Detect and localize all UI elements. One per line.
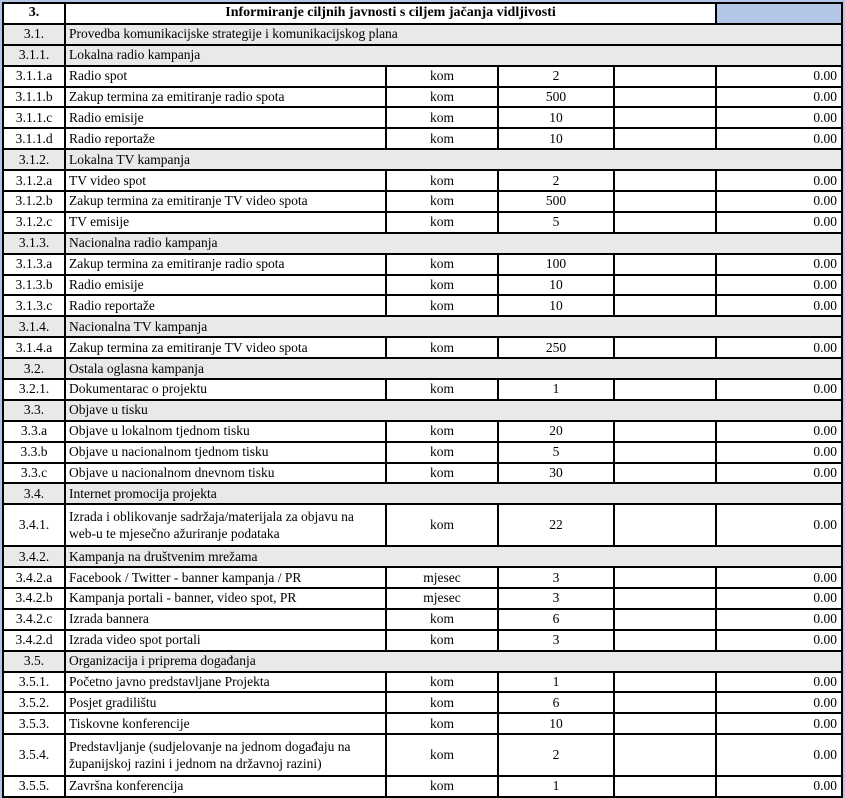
unit-price-cell	[614, 776, 716, 797]
unit-price-cell	[614, 254, 716, 275]
unit-price-cell	[614, 442, 716, 463]
quantity-cell: 1	[498, 672, 614, 693]
table-row	[3, 212, 842, 233]
unit-cell: kom	[386, 212, 498, 233]
row-number: 3.3.b	[3, 442, 65, 463]
unit-cell: kom	[386, 734, 498, 776]
unit-price-cell	[614, 463, 716, 484]
unit-cell: kom	[386, 128, 498, 149]
row-number: 3.1.4.a	[3, 337, 65, 358]
quantity-cell: 5	[498, 442, 614, 463]
description-cell: Zakup termina za emitiranje TV video spota	[65, 337, 386, 358]
category-label: Objave u tisku	[65, 400, 842, 421]
unit-cell: kom	[386, 630, 498, 651]
quantity-cell: 10	[498, 107, 614, 128]
description-cell: Kampanja portali - banner, video spot, PR	[65, 588, 386, 609]
unit-cell: kom	[386, 379, 498, 400]
unit-cell: kom	[386, 463, 498, 484]
description-cell: Zakup termina za emitiranje radio spota	[65, 87, 386, 108]
total-cell: 0.00	[716, 421, 842, 442]
unit-price-cell	[614, 295, 716, 316]
row-number: 3.4.2.c	[3, 609, 65, 630]
section-header-row	[3, 3, 842, 24]
category-label: Provedba komunikacijske strategije i komunikacijskog plana	[65, 24, 842, 45]
row-number: 3.2.	[3, 358, 65, 379]
description-cell: Izrada video spot portali	[65, 630, 386, 651]
description-cell: Zakup termina za emitiranje TV video spota	[65, 191, 386, 212]
total-cell: 0.00	[716, 275, 842, 296]
description-cell: Objave u lokalnom tjednom tisku	[65, 421, 386, 442]
unit-price-cell	[614, 672, 716, 693]
unit-cell: kom	[386, 692, 498, 713]
total-cell: 0.00	[716, 734, 842, 776]
table-row	[3, 275, 842, 296]
quantity-cell: 1	[498, 379, 614, 400]
row-number: 3.1.4.	[3, 316, 65, 337]
total-cell: 0.00	[716, 254, 842, 275]
description-cell: Radio spot	[65, 66, 386, 87]
table-row	[3, 191, 842, 212]
unit-cell: kom	[386, 295, 498, 316]
row-number: 3.1.3.a	[3, 254, 65, 275]
quantity-cell: 2	[498, 734, 614, 776]
row-number: 3.1.1.a	[3, 66, 65, 87]
unit-price-cell	[614, 588, 716, 609]
unit-cell: mjesec	[386, 567, 498, 588]
row-number: 3.3.c	[3, 463, 65, 484]
row-number: 3.3.a	[3, 421, 65, 442]
description-cell: Facebook / Twitter - banner kampanja / PR	[65, 567, 386, 588]
category-row	[3, 24, 842, 45]
quantity-cell: 6	[498, 609, 614, 630]
row-number: 3.5.5.	[3, 776, 65, 797]
quantity-cell: 2	[498, 66, 614, 87]
table-row	[3, 672, 842, 693]
table-row	[3, 87, 842, 108]
header-accent-cell	[716, 3, 842, 24]
total-cell: 0.00	[716, 191, 842, 212]
row-number: 3.1.	[3, 24, 65, 45]
category-row	[3, 546, 842, 567]
total-cell: 0.00	[716, 692, 842, 713]
total-cell: 0.00	[716, 337, 842, 358]
category-row	[3, 483, 842, 504]
quantity-cell: 22	[498, 504, 614, 546]
total-cell: 0.00	[716, 66, 842, 87]
total-cell: 0.00	[716, 170, 842, 191]
table-row	[3, 337, 842, 358]
description-cell: Zakup termina za emitiranje radio spota	[65, 254, 386, 275]
quantity-cell: 2	[498, 170, 614, 191]
unit-price-cell	[614, 567, 716, 588]
description-cell: Dokumentarac o projektu	[65, 379, 386, 400]
table-row	[3, 504, 842, 546]
row-number: 3.2.1.	[3, 379, 65, 400]
quantity-cell: 20	[498, 421, 614, 442]
category-label: Organizacija i priprema događanja	[65, 651, 842, 672]
description-cell: Početno javno predstavljane Projekta	[65, 672, 386, 693]
budget-table-container	[2, 2, 841, 798]
row-number: 3.5.	[3, 651, 65, 672]
unit-price-cell	[614, 609, 716, 630]
quantity-cell: 250	[498, 337, 614, 358]
row-number: 3.1.1.c	[3, 107, 65, 128]
total-cell: 0.00	[716, 672, 842, 693]
row-number: 3.4.	[3, 483, 65, 504]
unit-price-cell	[614, 734, 716, 776]
total-cell: 0.00	[716, 776, 842, 797]
category-label: Nacionalna TV kampanja	[65, 316, 842, 337]
quantity-cell: 10	[498, 128, 614, 149]
row-number: 3.4.2.b	[3, 588, 65, 609]
description-cell: Radio reportaže	[65, 128, 386, 149]
row-number: 3.5.4.	[3, 734, 65, 776]
table-row	[3, 463, 842, 484]
total-cell: 0.00	[716, 609, 842, 630]
quantity-cell: 30	[498, 463, 614, 484]
unit-price-cell	[614, 66, 716, 87]
category-label: Nacionalna radio kampanja	[65, 233, 842, 254]
unit-price-cell	[614, 630, 716, 651]
unit-price-cell	[614, 128, 716, 149]
total-cell: 0.00	[716, 630, 842, 651]
unit-cell: kom	[386, 713, 498, 734]
total-cell: 0.00	[716, 379, 842, 400]
category-row	[3, 400, 842, 421]
table-row	[3, 609, 842, 630]
description-cell: Izrada i oblikovanje sadržaja/materijala za objavu na web-u te mjesečno ažuriranje podataka	[65, 504, 386, 546]
quantity-cell: 10	[498, 275, 614, 296]
total-cell: 0.00	[716, 212, 842, 233]
description-cell: Objave u nacionalnom dnevnom tisku	[65, 463, 386, 484]
row-number: 3.4.2.d	[3, 630, 65, 651]
unit-cell: kom	[386, 776, 498, 797]
unit-price-cell	[614, 337, 716, 358]
total-cell: 0.00	[716, 713, 842, 734]
row-number: 3.1.2.c	[3, 212, 65, 233]
unit-price-cell	[614, 692, 716, 713]
category-row	[3, 45, 842, 66]
unit-price-cell	[614, 421, 716, 442]
section-title: Informiranje ciljnih javnosti s ciljem jačanja vidljivosti	[65, 3, 716, 24]
total-cell: 0.00	[716, 128, 842, 149]
quantity-cell: 3	[498, 630, 614, 651]
description-cell: Izrada bannera	[65, 609, 386, 630]
table-row	[3, 734, 842, 776]
unit-price-cell	[614, 713, 716, 734]
total-cell: 0.00	[716, 442, 842, 463]
description-cell: Radio reportaže	[65, 295, 386, 316]
category-row	[3, 316, 842, 337]
quantity-cell: 100	[498, 254, 614, 275]
quantity-cell: 5	[498, 212, 614, 233]
row-number: 3.1.2.b	[3, 191, 65, 212]
unit-cell: kom	[386, 442, 498, 463]
budget-table-body	[3, 3, 842, 797]
category-row	[3, 149, 842, 170]
table-row	[3, 128, 842, 149]
total-cell: 0.00	[716, 87, 842, 108]
row-number: 3.3.	[3, 400, 65, 421]
category-label: Lokalna radio kampanja	[65, 45, 842, 66]
row-number: 3.1.1.b	[3, 87, 65, 108]
table-row	[3, 107, 842, 128]
category-row	[3, 233, 842, 254]
row-number: 3.5.2.	[3, 692, 65, 713]
category-label: Internet promocija projekta	[65, 483, 842, 504]
description-cell: Tiskovne konferencije	[65, 713, 386, 734]
quantity-cell: 10	[498, 295, 614, 316]
table-row	[3, 421, 842, 442]
table-row	[3, 588, 842, 609]
table-row	[3, 379, 842, 400]
unit-cell: kom	[386, 191, 498, 212]
table-row	[3, 170, 842, 191]
description-cell: Objave u nacionalnom tjednom tisku	[65, 442, 386, 463]
table-row	[3, 442, 842, 463]
unit-cell: kom	[386, 275, 498, 296]
unit-price-cell	[614, 275, 716, 296]
description-cell: Završna konferencija	[65, 776, 386, 797]
unit-cell: kom	[386, 337, 498, 358]
row-number: 3.4.1.	[3, 504, 65, 546]
section-number: 3.	[3, 3, 65, 24]
row-number: 3.1.1.	[3, 45, 65, 66]
category-row	[3, 358, 842, 379]
description-cell: Posjet gradilištu	[65, 692, 386, 713]
total-cell: 0.00	[716, 463, 842, 484]
total-cell: 0.00	[716, 295, 842, 316]
total-cell: 0.00	[716, 588, 842, 609]
unit-price-cell	[614, 170, 716, 191]
quantity-cell: 3	[498, 567, 614, 588]
table-row	[3, 254, 842, 275]
row-number: 3.1.3.c	[3, 295, 65, 316]
total-cell: 0.00	[716, 504, 842, 546]
unit-price-cell	[614, 107, 716, 128]
row-number: 3.5.1.	[3, 672, 65, 693]
description-cell: Predstavljanje (sudjelovanje na jednom događaju na županijskoj razini i jednom na državnoj razini)	[65, 734, 386, 776]
category-label: Kampanja na društvenim mrežama	[65, 546, 842, 567]
unit-cell: kom	[386, 107, 498, 128]
quantity-cell: 1	[498, 776, 614, 797]
quantity-cell: 500	[498, 191, 614, 212]
unit-cell: kom	[386, 672, 498, 693]
description-cell: Radio emisije	[65, 275, 386, 296]
unit-cell: kom	[386, 421, 498, 442]
quantity-cell: 10	[498, 713, 614, 734]
category-label: Ostala oglasna kampanja	[65, 358, 842, 379]
row-number: 3.4.2.	[3, 546, 65, 567]
unit-cell: kom	[386, 87, 498, 108]
row-number: 3.1.3.b	[3, 275, 65, 296]
quantity-cell: 6	[498, 692, 614, 713]
quantity-cell: 3	[498, 588, 614, 609]
description-cell: TV video spot	[65, 170, 386, 191]
row-number: 3.1.2.a	[3, 170, 65, 191]
unit-cell: kom	[386, 170, 498, 191]
total-cell: 0.00	[716, 107, 842, 128]
row-number: 3.4.2.a	[3, 567, 65, 588]
unit-cell: mjesec	[386, 588, 498, 609]
unit-cell: kom	[386, 504, 498, 546]
total-cell: 0.00	[716, 567, 842, 588]
table-row	[3, 66, 842, 87]
table-row	[3, 692, 842, 713]
description-cell: TV emisije	[65, 212, 386, 233]
unit-cell: kom	[386, 609, 498, 630]
unit-cell: kom	[386, 254, 498, 275]
description-cell: Radio emisije	[65, 107, 386, 128]
quantity-cell: 500	[498, 87, 614, 108]
table-row	[3, 713, 842, 734]
unit-price-cell	[614, 504, 716, 546]
unit-price-cell	[614, 379, 716, 400]
row-number: 3.1.3.	[3, 233, 65, 254]
category-row	[3, 651, 842, 672]
unit-price-cell	[614, 191, 716, 212]
unit-price-cell	[614, 87, 716, 108]
unit-price-cell	[614, 212, 716, 233]
category-label: Lokalna TV kampanja	[65, 149, 842, 170]
table-row	[3, 295, 842, 316]
unit-cell: kom	[386, 66, 498, 87]
table-row	[3, 567, 842, 588]
table-row	[3, 776, 842, 797]
budget-table	[2, 2, 843, 798]
table-row	[3, 630, 842, 651]
row-number: 3.1.2.	[3, 149, 65, 170]
row-number: 3.1.1.d	[3, 128, 65, 149]
row-number: 3.5.3.	[3, 713, 65, 734]
